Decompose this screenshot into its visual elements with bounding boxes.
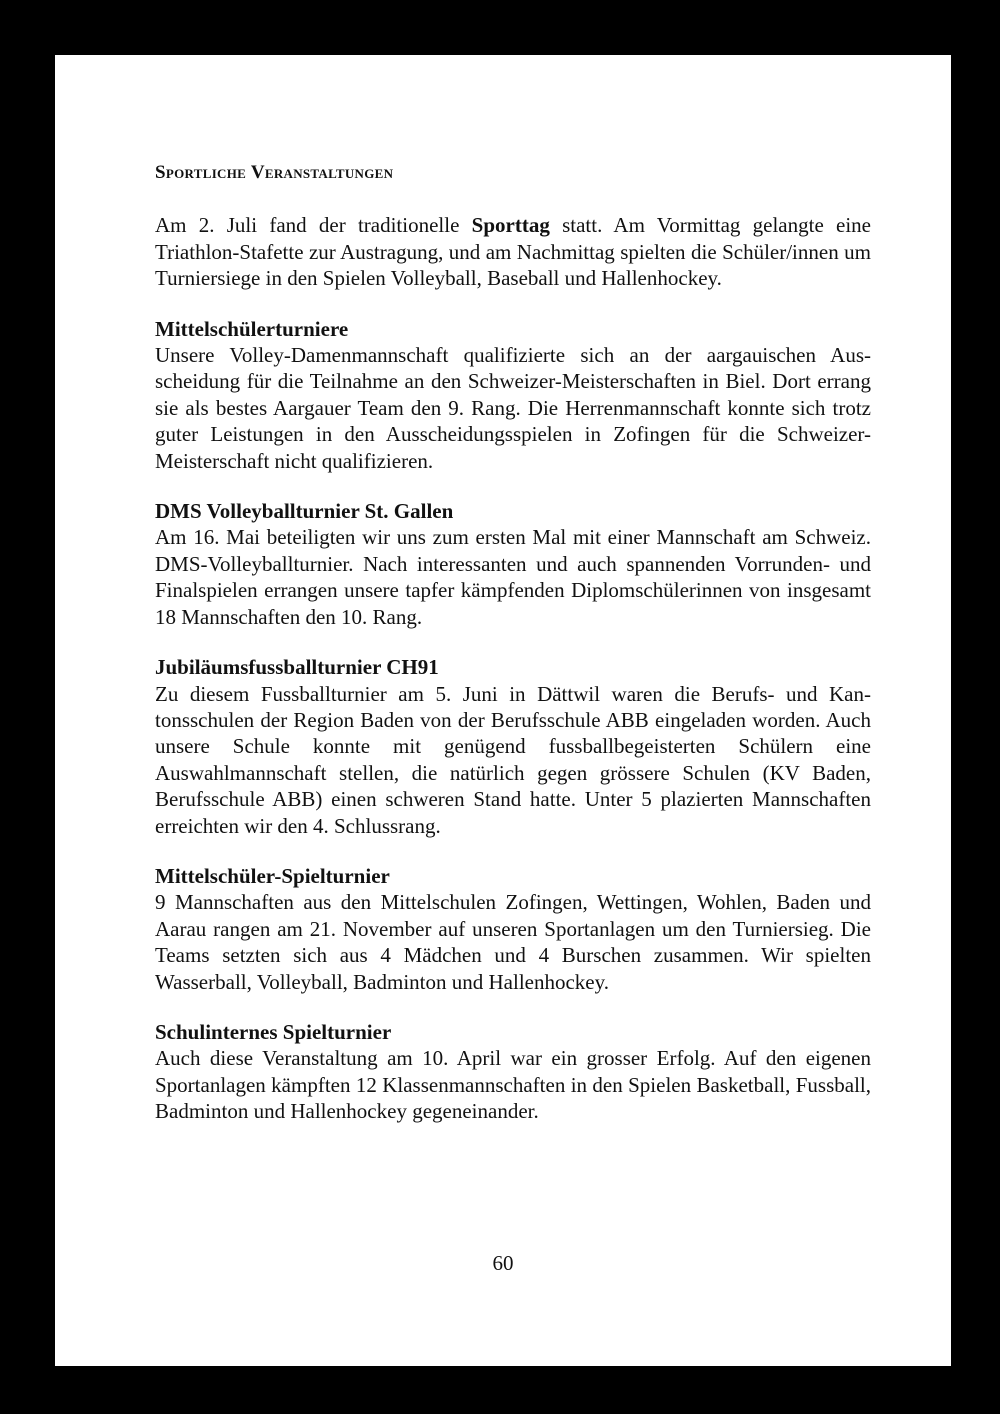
document-page xyxy=(55,55,951,1366)
section-text: 9 Mannschaften aus den Mittelschulen Zofingen, Wettingen, Wohlen, Baden und Aarau rangen am 21. November auf unseren Sportanlagen um den Turniersieg. Die Teams setzten sich aus 4 Mädchen und 4 Burschen zusammen. Wir spielten Wasserball, Volleyball, Badminton und Hallenhockey. xyxy=(155,890,871,994)
intro-bold-term: Sporttag xyxy=(471,213,550,238)
intro-text-before: Am 2. Juli fand der traditionelle xyxy=(155,213,472,238)
section-jubilaeumsfussballturnier xyxy=(155,654,871,839)
section-title: DMS Volleyballturnier St. Gallen xyxy=(155,499,454,524)
section-mittelschuelerturniere xyxy=(155,316,871,474)
section-title: Schulinternes Spielturnier xyxy=(155,1019,392,1044)
section-title: Jubiläumsfussballturnier CH91 xyxy=(155,655,439,680)
page-number: 60 xyxy=(492,1251,514,1275)
section-schulinternes-spielturnier xyxy=(155,1019,871,1125)
intro-paragraph xyxy=(155,212,871,291)
section-title: Mittelschüler-Spielturnier xyxy=(155,863,390,888)
page-heading: Sportliche Veranstaltungen xyxy=(155,162,394,183)
section-text: Zu diesem Fussballturnier am 5. Juni in Dättwil waren die Berufs- und Kantonsschulen der Region Baden von der Berufsschule ABB eingeladen worden. Auch unsere Schule konnte mit genügend fussballbegeisterten Schülern eine Auswahlmannschaft stellen, die natürlich gegen grössere Schulen (KV Baden, Berufsschule ABB) einen schweren Stand hatte. Unter 5 plazierten Mannschaften erreichten wir den 4. Schlussrang. xyxy=(155,681,871,838)
intro-text-after: statt. Am Vormittag gelangte eine Triathlon-Stafette zur Austragung, und am Nachmittag spielten die Schüler/innen um Turniersiege in den Spielen Volleyball, Baseball und Hallenhockey. xyxy=(155,213,871,291)
section-text: Unsere Volley-Damenmannschaft qualifizierte sich an der aargauischen Ausscheidung für die Teilnahme an den Schweizer-Meisterschaften in Biel. Dort errang sie als bestes Aargauer Team den 9. Rang. Die Herrenmannschaft konnte sich trotz guter Leistungen in den Ausscheidungsspielen in Zofingen für die Schweizer-Meisterschaft nicht qualifizieren. xyxy=(155,343,871,473)
page-content xyxy=(155,160,871,1125)
section-mittelschueler-spielturnier xyxy=(155,863,871,995)
section-dms-volleyballturnier xyxy=(155,498,871,630)
section-text: Am 16. Mai beteiligten wir uns zum ersten Mal mit einer Mannschaft am Schweiz. DMS-Volleyballturnier. Nach interessanten und auch spannenden Vorrunden- und Finalspielen errangen unsere tapfer kämpfenden Diplomschülerinnen von insgesamt 18 Mannschaften den 10. Rang. xyxy=(155,525,871,629)
section-text: Auch diese Veranstaltung am 10. April war ein grosser Erfolg. Auf den eigenen Sportanlagen kämpften 12 Klassenmannschaften in den Spielen Basketball, Fussball, Badminton und Hallenhockey gegeneinander. xyxy=(155,1046,871,1124)
section-title: Mittelschülerturniere xyxy=(155,316,349,341)
